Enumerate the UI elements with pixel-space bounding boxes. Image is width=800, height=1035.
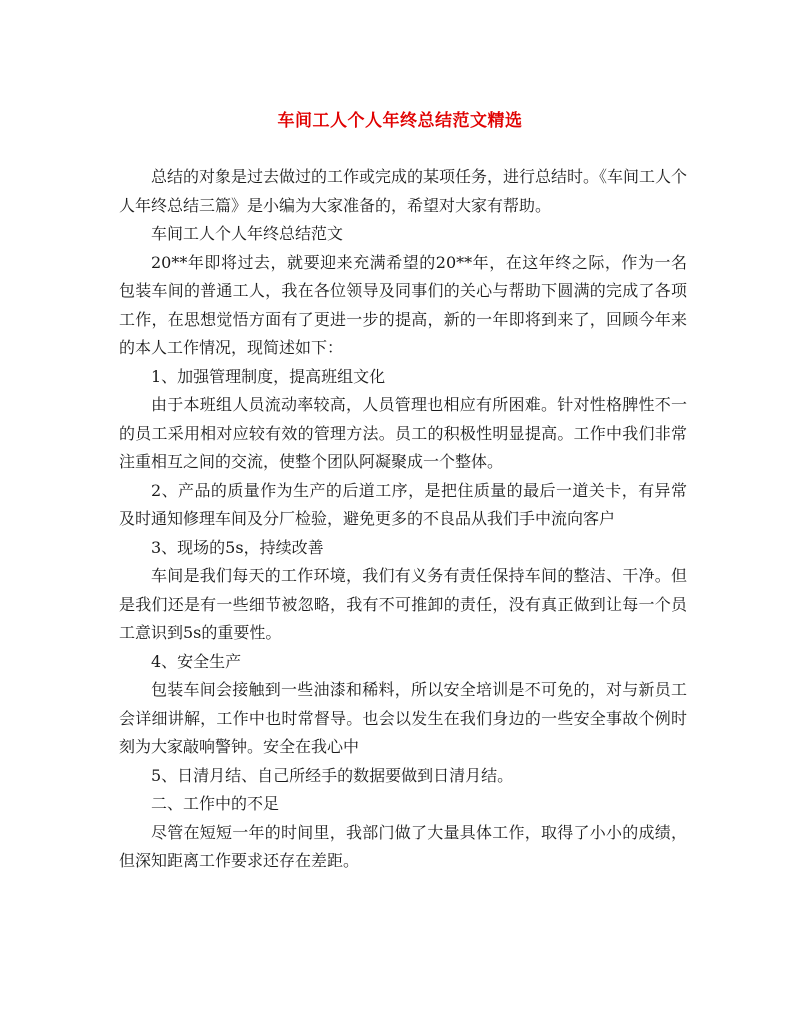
heading-item-4: 4、安全生产 [151, 651, 242, 671]
document-title: 车间工人个人年终总结范文精选 [277, 111, 523, 131]
paragraph-item-5: 5、日清月结、自己所经手的数据要做到日清月结。 [151, 765, 514, 785]
heading-item-3: 3、现场的5s，持续改善 [151, 537, 324, 557]
paragraph-item-1: 由于本班组人员流动率较高，人员管理也相应有所困难。针对性格脾性不一的员工采用相对应较有效的管理方法。员工的积极性明显提高。工作中我们非常注重相互之间的交流，使整个团队阿凝聚成一个整体。 [119, 395, 687, 471]
paragraph-subtitle: 车间工人个人年终总结范文 [151, 224, 344, 243]
document-body [119, 163, 687, 876]
paragraph-opening: 20**年即将过去，就要迎来充满希望的20**年，在这年终之际，作为一名包装车间的普通工人，我在各位领导及同事们的关心与帮助下圆满的完成了各项工作，在思想觉悟方面有了更进一步的提高，新的一年即将到来了，回顾今年来的本人工作情况，现简述如下： [119, 252, 687, 357]
paragraph-item-3: 车间是我们每天的工作环境，我们有义务有责任保持车间的整洁、干净。但是我们还是有一些细节被忽略，我有不可推卸的责任，没有真正做到让每一个员工意识到5s的重要性。 [119, 566, 687, 642]
paragraph-item-2: 2、产品的质量作为生产的后道工序，是把住质量的最后一道关卡，有异常及时通知修理车间及分厂检验，避免更多的不良品从我们手中流向客户 [119, 480, 687, 528]
paragraph-shortcomings: 尽管在短短一年的时间里，我部门做了大量具体工作，取得了小小的成绩，但深知距离工作要求还存在差距。 [119, 822, 687, 870]
paragraph-item-4: 包装车间会接触到一些油漆和稀料，所以安全培训是不可免的，对与新员工会详细讲解，工作中也时常督导。也会以发生在我们身边的一些安全事故个例时刻为大家敲响警钟。安全在我心中 [119, 680, 687, 756]
heading-shortcomings: 二、工作中的不足 [151, 794, 280, 813]
paragraph-intro: 总结的对象是过去做过的工作或完成的某项任务，进行总结时。《车间工人个人年终总结三篇》是小编为大家准备的，希望对大家有帮助。 [119, 167, 688, 215]
heading-item-1: 1、加强管理制度，提高班组文化 [151, 366, 386, 386]
